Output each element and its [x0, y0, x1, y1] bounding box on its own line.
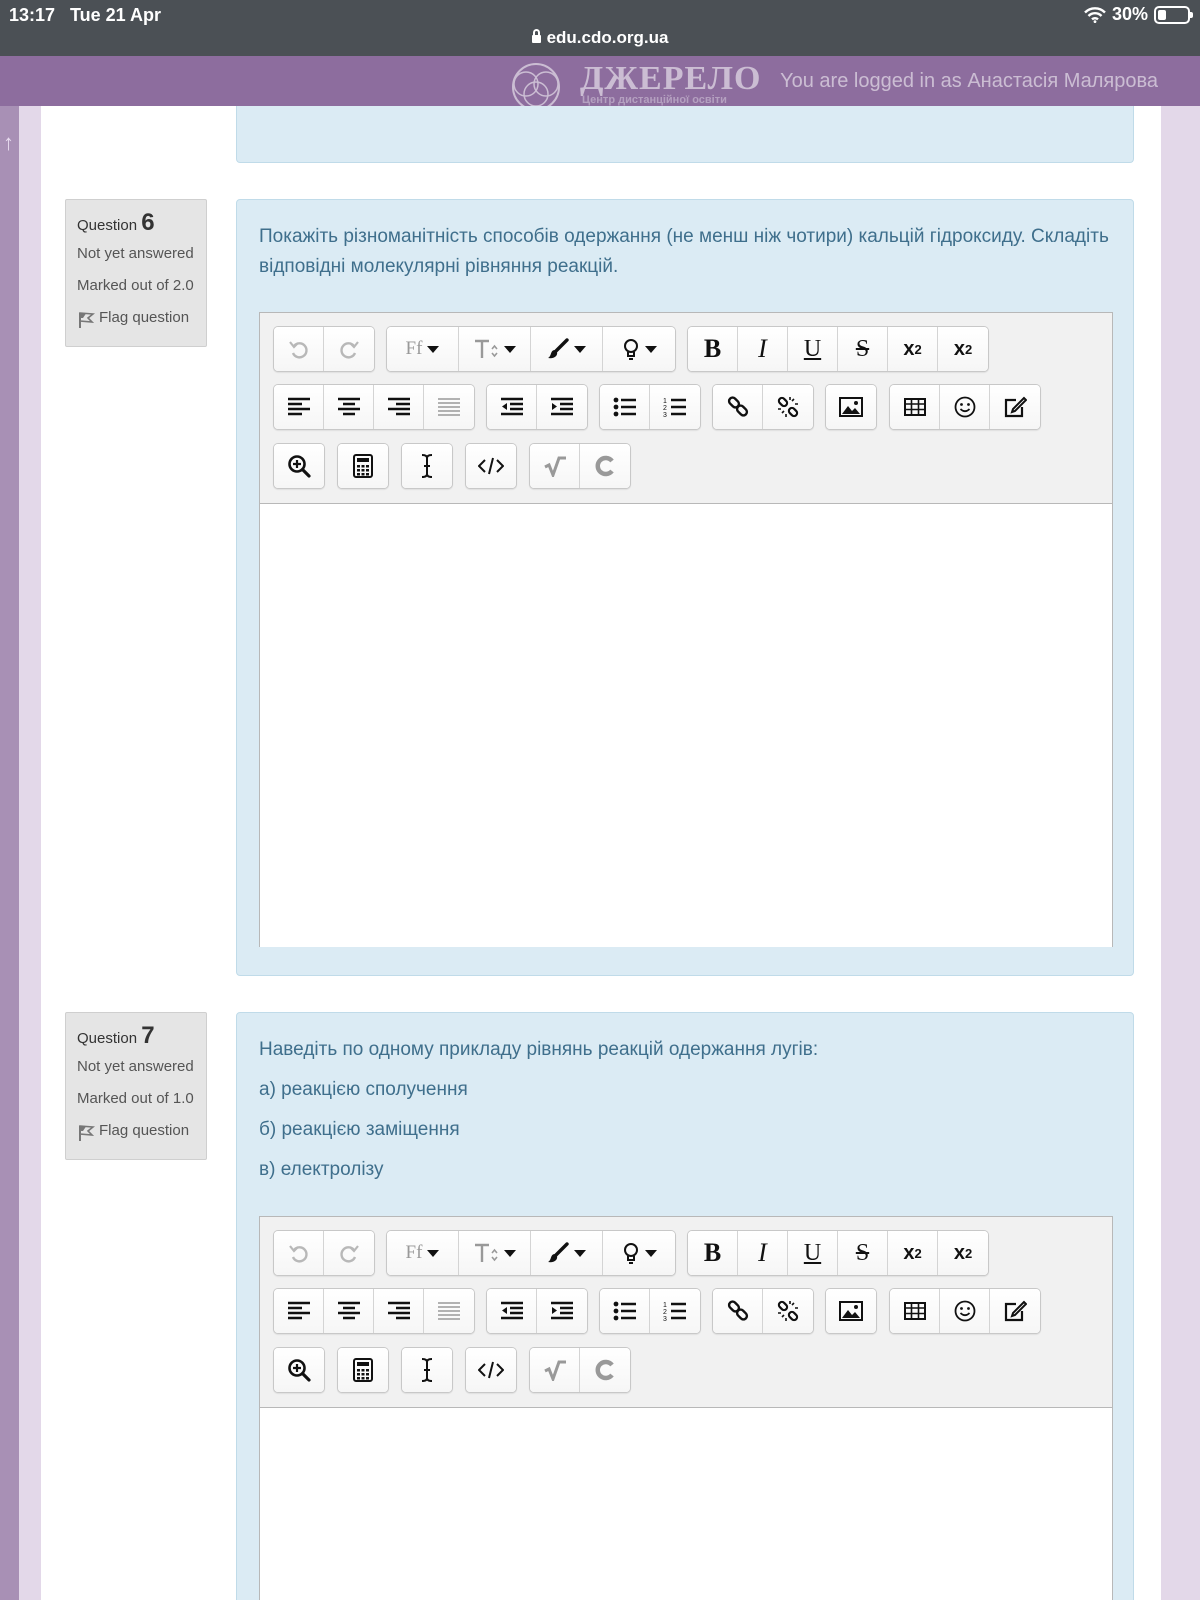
question-number-value: 6	[141, 209, 155, 236]
undo-icon	[288, 1242, 310, 1264]
font-family-dropdown[interactable]	[387, 327, 459, 371]
calculator-icon	[353, 1358, 373, 1382]
align-group	[273, 1288, 475, 1334]
screen-reader-helper-button[interactable]	[402, 444, 452, 488]
font-color-dropdown[interactable]	[531, 1231, 603, 1275]
underline-button[interactable]: U	[788, 1231, 838, 1275]
question-text	[259, 222, 1113, 282]
chevron-down-icon	[504, 346, 516, 353]
question-info	[65, 199, 207, 347]
square-root-icon	[543, 1359, 567, 1381]
accessibility-group	[273, 443, 325, 489]
list-group	[599, 1288, 701, 1334]
question-grade: Marked out of 1.0	[77, 1090, 194, 1107]
media-group	[825, 1288, 877, 1334]
manage-files-button[interactable]	[990, 1289, 1040, 1333]
wifi-icon	[1084, 7, 1106, 23]
outdent-icon	[500, 1301, 524, 1321]
text-cursor-icon	[419, 453, 435, 479]
subscript-mark: 2	[914, 341, 922, 357]
flag-icon	[77, 1119, 99, 1149]
left-sidebar	[0, 106, 19, 1600]
paintbrush-icon	[547, 338, 569, 360]
align-left-icon	[287, 1301, 311, 1321]
left-gutter	[19, 106, 41, 1600]
answer-input-area[interactable]	[260, 503, 1112, 947]
align-right-icon	[387, 397, 411, 417]
html-group	[465, 1347, 517, 1393]
wiris-math-button[interactable]	[530, 444, 580, 488]
back-to-top-icon[interactable]: ↑	[3, 130, 14, 155]
question-card-7	[236, 1012, 1134, 1600]
equation-group	[337, 443, 389, 489]
redo-icon	[338, 338, 360, 360]
svg-text:1: 1	[663, 1302, 667, 1309]
insert-group	[889, 1288, 1041, 1334]
redo-icon	[338, 1242, 360, 1264]
html-group	[465, 443, 517, 489]
font-group	[386, 326, 676, 372]
align-justify-icon	[437, 397, 461, 417]
font-family-label: Ff	[405, 338, 423, 359]
font-size-dropdown[interactable]	[459, 1231, 531, 1275]
answer-input-area[interactable]	[260, 1407, 1112, 1600]
unlink-icon	[777, 396, 799, 418]
insert-emoticon-button[interactable]	[940, 1289, 990, 1333]
chevron-down-icon	[574, 1250, 586, 1257]
battery-percent: 30%	[1111, 4, 1148, 24]
chevron-down-icon	[504, 1250, 516, 1257]
indent-button[interactable]	[537, 1289, 587, 1333]
list-group	[599, 384, 701, 430]
align-right-button[interactable]	[374, 1289, 424, 1333]
wiris-math-button[interactable]	[530, 1348, 580, 1392]
logo-icon[interactable]	[496, 62, 576, 112]
chevron-down-icon	[427, 346, 439, 353]
wiris-chem-button[interactable]	[580, 444, 630, 488]
clear-format-group	[401, 1347, 453, 1393]
strikethrough-button[interactable]: S	[838, 327, 888, 371]
insert-group	[889, 384, 1041, 430]
square-root-icon	[543, 455, 567, 477]
manage-files-button[interactable]	[990, 385, 1040, 429]
table-icon	[904, 398, 926, 416]
unordered-list-button[interactable]	[600, 1289, 650, 1333]
superscript-button[interactable]	[938, 327, 988, 371]
style-group	[687, 1230, 989, 1276]
bold-button[interactable]: B	[688, 327, 738, 371]
edit-icon	[1003, 1300, 1027, 1322]
unlink-button[interactable]	[763, 385, 813, 429]
question-label: Question	[77, 1030, 138, 1047]
question-label: Question	[77, 217, 138, 234]
editor-toolbar	[260, 313, 1112, 503]
status-right	[1084, 4, 1190, 25]
status-bar	[0, 0, 1200, 56]
site-header	[0, 56, 1200, 106]
align-group	[273, 384, 475, 430]
outdent-button[interactable]	[487, 1289, 537, 1333]
equation-editor-button[interactable]	[338, 1348, 388, 1392]
link-button[interactable]	[713, 1289, 763, 1333]
logo-subtitle: Центр дистанційної освіти	[582, 94, 727, 106]
subscript-mark: 2	[914, 1245, 922, 1261]
flag-question-button[interactable]	[77, 306, 196, 336]
address-bar[interactable]	[0, 28, 1200, 48]
undo-icon	[288, 338, 310, 360]
question-text	[259, 1035, 1113, 1185]
smiley-icon	[954, 1300, 976, 1322]
flag-label: Flag question	[99, 309, 190, 326]
background-color-dropdown[interactable]	[603, 1231, 675, 1275]
italic-button[interactable]: I	[738, 1231, 788, 1275]
indent-icon	[550, 397, 574, 417]
outdent-icon	[500, 397, 524, 417]
question-number	[77, 211, 196, 237]
indent-button[interactable]	[537, 385, 587, 429]
align-left-button[interactable]	[274, 385, 324, 429]
question-card-6	[236, 199, 1134, 976]
battery-icon	[1154, 6, 1190, 24]
status-time: 13:17	[9, 5, 56, 25]
accessibility-checker-button[interactable]	[274, 444, 324, 488]
svg-text:3: 3	[663, 1316, 667, 1322]
answer-editor	[259, 312, 1113, 947]
text-size-icon	[473, 337, 499, 361]
flag-label: Flag question	[99, 1122, 190, 1139]
previous-question-card	[236, 106, 1134, 163]
subscript-button[interactable]	[888, 1231, 938, 1275]
align-right-icon	[387, 1301, 411, 1321]
superscript-button[interactable]	[938, 1231, 988, 1275]
link-group	[712, 384, 814, 430]
align-right-button[interactable]	[374, 385, 424, 429]
bullet-list-icon	[613, 397, 637, 417]
align-justify-button[interactable]	[424, 1289, 474, 1333]
image-icon	[839, 1301, 863, 1321]
media-group	[825, 384, 877, 430]
flag-icon	[77, 306, 99, 336]
italic-button[interactable]: I	[738, 327, 788, 371]
question-text-line: б) реакцією заміщення	[259, 1119, 460, 1140]
text-cursor-icon	[419, 1357, 435, 1383]
svg-text:1: 1	[663, 398, 667, 405]
unlink-button[interactable]	[763, 1289, 813, 1333]
equation-editor-button[interactable]	[338, 444, 388, 488]
indent-group	[486, 384, 588, 430]
insert-table-button[interactable]	[890, 385, 940, 429]
question-number	[77, 1024, 196, 1050]
chevron-down-icon	[427, 1250, 439, 1257]
unordered-list-button[interactable]	[600, 385, 650, 429]
style-group	[687, 326, 989, 372]
bold-button[interactable]: B	[688, 1231, 738, 1275]
question-number-value: 7	[141, 1022, 155, 1049]
chemistry-icon	[594, 455, 616, 477]
url-text: edu.cdo.org.ua	[546, 28, 669, 47]
background-color-dropdown[interactable]	[603, 327, 675, 371]
numbered-list-icon	[663, 1300, 687, 1322]
history-group	[273, 1230, 375, 1276]
align-left-icon	[287, 397, 311, 417]
history-group	[273, 326, 375, 372]
lightbulb-icon	[622, 1242, 640, 1264]
subscript-label: x	[903, 337, 915, 360]
align-center-icon	[337, 1301, 361, 1321]
outdent-button[interactable]	[487, 385, 537, 429]
html-source-button[interactable]	[466, 1348, 516, 1392]
battery-fill	[1158, 10, 1166, 20]
svg-text:2: 2	[663, 405, 667, 412]
chevron-down-icon	[574, 346, 586, 353]
insert-table-button[interactable]	[890, 1289, 940, 1333]
logged-in-text: You are logged in as Анастасія Малярова	[780, 70, 1158, 92]
link-group	[712, 1288, 814, 1334]
flag-question-button[interactable]	[77, 1119, 196, 1149]
superscript-mark: 2	[964, 341, 973, 357]
undo-button[interactable]	[274, 1231, 324, 1275]
font-color-dropdown[interactable]	[531, 327, 603, 371]
underline-button[interactable]: U	[788, 327, 838, 371]
accessibility-group	[273, 1347, 325, 1393]
redo-button[interactable]	[324, 1231, 374, 1275]
svg-text:3: 3	[663, 412, 667, 418]
equation-group	[337, 1347, 389, 1393]
code-icon	[478, 456, 504, 476]
indent-icon	[550, 1301, 574, 1321]
html-source-button[interactable]	[466, 444, 516, 488]
chevron-down-icon	[645, 1250, 657, 1257]
question-text-line: а) реакцією сполучення	[259, 1079, 468, 1100]
text-size-icon	[473, 1241, 499, 1265]
paintbrush-icon	[547, 1242, 569, 1264]
redo-button[interactable]	[324, 327, 374, 371]
undo-button[interactable]	[274, 327, 324, 371]
font-family-label: Ff	[405, 1242, 423, 1263]
superscript-label: x	[953, 1241, 965, 1264]
superscript-mark: 2	[964, 1245, 973, 1261]
question-state: Not yet answered	[77, 1058, 194, 1075]
misc-group	[529, 1347, 631, 1393]
link-icon	[727, 1300, 749, 1322]
logo-text[interactable]: ДЖЕРЕЛО	[580, 60, 762, 97]
font-size-dropdown[interactable]	[459, 327, 531, 371]
status-date: Tue 21 Apr	[70, 5, 162, 25]
align-left-button[interactable]	[274, 1289, 324, 1333]
link-icon	[727, 396, 749, 418]
right-gutter	[1161, 106, 1200, 1600]
editor-toolbar	[260, 1217, 1112, 1407]
indent-group	[486, 1288, 588, 1334]
accessibility-checker-button[interactable]	[274, 1348, 324, 1392]
subscript-button[interactable]	[888, 327, 938, 371]
numbered-list-icon	[663, 396, 687, 418]
question-grade: Marked out of 2.0	[77, 277, 194, 294]
wiris-chem-button[interactable]	[580, 1348, 630, 1392]
question-text-line: в) електролізу	[259, 1159, 384, 1180]
svg-text:2: 2	[663, 1309, 667, 1316]
question-text-line: Покажіть різноманітність способів одержання (не менш ніж чотири) кальцій гідроксиду. Складіть відповідні молекулярні рівняння реакцій.	[259, 226, 1109, 277]
image-icon	[839, 397, 863, 417]
question-text-line: Наведіть по одному прикладу рівнянь реакцій одержання лугів:	[259, 1039, 819, 1060]
lightbulb-icon	[622, 338, 640, 360]
align-center-button[interactable]	[324, 385, 374, 429]
chevron-down-icon	[645, 346, 657, 353]
zoom-in-icon	[287, 1358, 311, 1382]
bullet-list-icon	[613, 1301, 637, 1321]
screen-reader-helper-button[interactable]	[402, 1348, 452, 1392]
ordered-list-button[interactable]	[650, 385, 700, 429]
question-state: Not yet answered	[77, 245, 194, 262]
edit-icon	[1003, 396, 1027, 418]
misc-group	[529, 443, 631, 489]
align-center-icon	[337, 397, 361, 417]
lock-icon	[532, 35, 541, 43]
insert-emoticon-button[interactable]	[940, 385, 990, 429]
table-icon	[904, 1302, 926, 1320]
superscript-label: x	[953, 337, 965, 360]
clear-format-group	[401, 443, 453, 489]
link-button[interactable]	[713, 385, 763, 429]
insert-image-button[interactable]	[826, 385, 876, 429]
subscript-label: x	[903, 1241, 915, 1264]
align-justify-button[interactable]	[424, 385, 474, 429]
strikethrough-button[interactable]: S	[838, 1231, 888, 1275]
font-group	[386, 1230, 676, 1276]
answer-editor	[259, 1216, 1113, 1600]
calculator-icon	[353, 454, 373, 478]
smiley-icon	[954, 396, 976, 418]
zoom-in-icon	[287, 454, 311, 478]
align-justify-icon	[437, 1301, 461, 1321]
chemistry-icon	[594, 1359, 616, 1381]
unlink-icon	[777, 1300, 799, 1322]
code-icon	[478, 1360, 504, 1380]
question-info	[65, 1012, 207, 1160]
insert-image-button[interactable]	[826, 1289, 876, 1333]
align-center-button[interactable]	[324, 1289, 374, 1333]
ordered-list-button[interactable]	[650, 1289, 700, 1333]
font-family-dropdown[interactable]	[387, 1231, 459, 1275]
